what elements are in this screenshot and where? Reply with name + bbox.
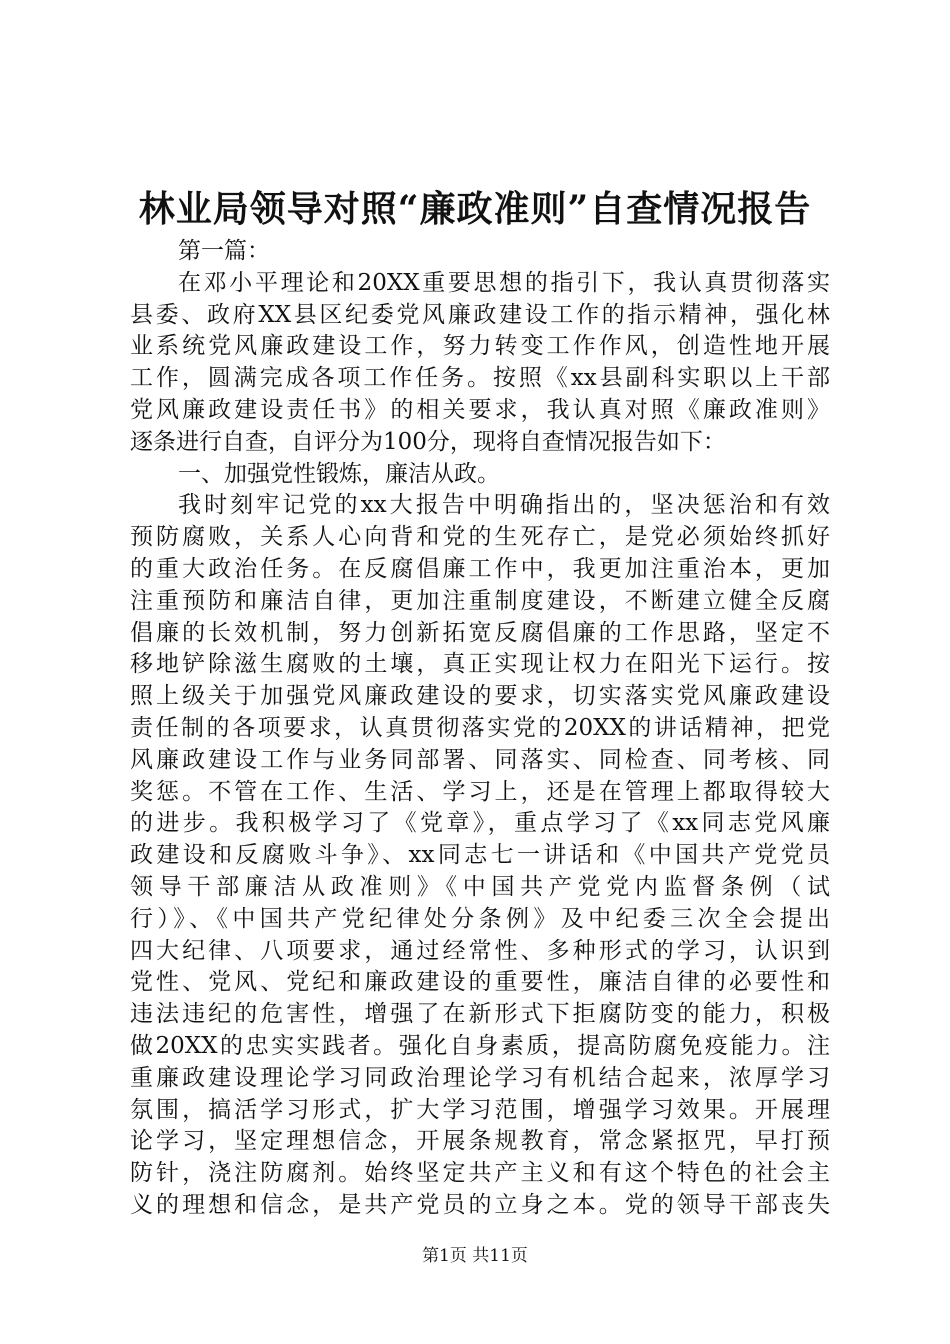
body-line: 氛围，搞活学习形式，扩大学习范围，增强学习效果。开展理 — [130, 1096, 830, 1123]
body-line: 业系统党风廉政建设工作，努力转变工作作风，创造性地开展 — [130, 333, 830, 360]
body-line: 预防腐败，关系人心向背和党的生死存亡，是党必须始终抓好 — [130, 524, 830, 551]
body-line: 四大纪律、八项要求，通过经常性、多种形式的学习，认识到 — [130, 937, 830, 964]
body-line: 防针，浇注防腐剂。始终坚定共产主义和有这个特色的社会主 — [130, 1160, 830, 1187]
body-line: 风廉政建设工作与业务同部署、同落实、同检查、同考核、同 — [130, 746, 830, 773]
body-line: 注重预防和廉洁自律，更加注重制度建设，不断建立健全反腐 — [130, 587, 830, 614]
body-line: 政建设和反腐败斗争》、xx同志七一讲话和《中国共产党党员 — [130, 842, 830, 869]
body-line: 义的理想和信念，是共产党员的立身之本。党的领导干部丧失 — [130, 1191, 830, 1218]
body-line: 移地铲除滋生腐败的土壤，真正实现让权力在阳光下运行。按 — [130, 651, 830, 678]
body-line: 县委、政府XX县区纪委党风廉政建设工作的指示精神，强化林 — [130, 301, 830, 328]
body-line: 重廉政建设理论学习同政治理论学习有机结合起来，浓厚学习 — [130, 1064, 830, 1091]
body-line: 党性、党风、党纪和廉政建设的重要性，廉洁自律的必要性和 — [130, 969, 830, 996]
body-line: 党风廉政建设责任书》的相关要求，我认真对照《廉政准则》 — [130, 396, 830, 423]
body-line: 工作，圆满完成各项工作任务。按照《xx县副科实职以上干部 — [130, 365, 830, 392]
body-line: 倡廉的长效机制，努力创新拓宽反腐倡廉的工作思路，坚定不 — [130, 619, 830, 646]
body-line: 违法违纪的危害性，增强了在新形式下拒腐防变的能力，积极 — [130, 1001, 830, 1028]
body-line: 的重大政治任务。在反腐倡廉工作中，我更加注重治本，更加 — [130, 555, 830, 582]
body-line: 的进步。我积极学习了《党章》，重点学习了《xx同志党风廉 — [130, 810, 830, 837]
subsection-heading: 一、加强党性锻炼，廉洁从政。 — [178, 460, 500, 487]
body-line: 做20XX的忠实实践者。强化自身素质，提高防腐免疫能力。注 — [130, 1032, 830, 1059]
body-line: 我时刻牢记党的xx大报告中明确指出的，坚决惩治和有效 — [178, 492, 830, 519]
body-line: 责任制的各项要求，认真贯彻落实党的20XX的讲话精神，把党 — [130, 714, 830, 741]
section-heading: 第一篇： — [178, 238, 270, 264]
body-line: 照上级关于加强党风廉政建设的要求，切实落实党风廉政建设 — [130, 683, 830, 710]
body-line: 奖惩。不管在工作、生活、学习上，还是在管理上都取得较大 — [130, 778, 830, 805]
body-line: 逐条进行自查，自评分为100分，现将自查情况报告如下： — [130, 428, 726, 455]
document-title: 林业局领导对照“廉政准则”自查情况报告 — [138, 188, 812, 230]
page-number-footer: 第1页 共11页 — [422, 1246, 528, 1266]
body-line: 行）》、《中国共产党纪律处分条例》及中纪委三次全会提出 — [130, 905, 830, 932]
document-body — [130, 236, 830, 1222]
body-line: 论学习，坚定理想信念，开展条规教育，常念紧抠咒，早打预 — [130, 1128, 830, 1155]
body-line: 领导干部廉洁从政准则》《中国共产党党内监督条例（试 — [130, 873, 830, 900]
body-line: 在邓小平理论和20XX重要思想的指引下，我认真贯彻落实 — [178, 269, 830, 296]
